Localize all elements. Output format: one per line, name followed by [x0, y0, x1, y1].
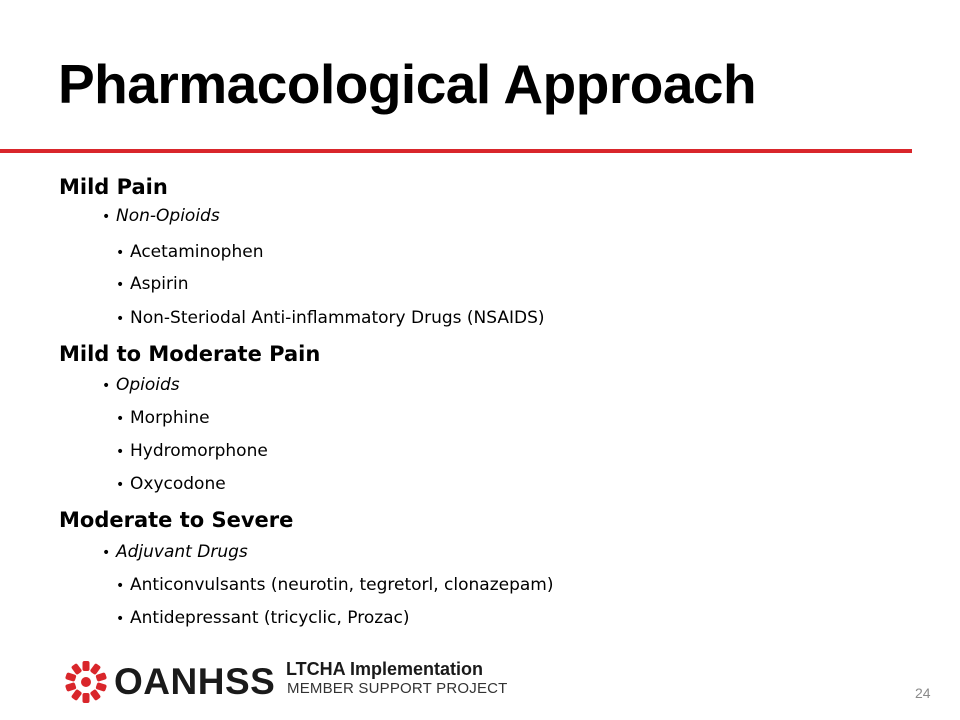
category-label: Adjuvant Drugs	[116, 542, 248, 562]
list-item	[116, 272, 189, 297]
bullet-icon: •	[116, 411, 125, 427]
list-item	[116, 573, 554, 598]
section-heading-moderate-to-severe: Moderate to Severe	[59, 508, 294, 532]
bullet-icon: •	[116, 444, 125, 460]
list-item	[116, 472, 226, 497]
drug-label: Oxycodone	[130, 474, 226, 494]
category-non-opioids	[102, 204, 220, 229]
bullet-icon: •	[116, 311, 125, 327]
list-item	[116, 306, 545, 331]
list-item	[116, 439, 268, 464]
bullet-icon: •	[102, 545, 111, 561]
category-adjuvant-drugs	[102, 540, 248, 565]
section-heading-mild-to-moderate: Mild to Moderate Pain	[59, 342, 321, 366]
drug-label: Non-Steriodal Anti-inflammatory Drugs (NSAIDS)	[130, 308, 545, 328]
oanhss-logo-text: OANHSS	[114, 661, 276, 702]
list-item	[116, 240, 263, 265]
category-label: Non-Opioids	[116, 206, 220, 226]
slide-title: Pharmacological Approach	[58, 53, 757, 115]
list-item	[116, 406, 210, 431]
section-heading-mild-pain: Mild Pain	[59, 175, 168, 199]
bullet-icon: •	[116, 578, 125, 594]
bullet-icon: •	[102, 209, 111, 225]
bullet-icon: •	[116, 245, 125, 261]
drug-label: Hydromorphone	[130, 441, 268, 461]
drug-label: Morphine	[130, 408, 210, 428]
oanhss-logo-icon	[64, 660, 108, 704]
title-divider	[0, 149, 912, 153]
drug-label: Aspirin	[130, 274, 189, 294]
category-label: Opioids	[116, 375, 180, 395]
bullet-icon: •	[116, 477, 125, 493]
bullet-icon: •	[116, 277, 125, 293]
drug-label: Acetaminophen	[130, 242, 264, 262]
bullet-icon: •	[116, 611, 125, 627]
page-number: 24	[915, 685, 931, 701]
category-opioids	[102, 373, 180, 398]
project-title: LTCHA Implementation	[286, 659, 483, 679]
list-item	[116, 606, 410, 631]
drug-label: Anticonvulsants (neurotin, tegretorl, clonazepam)	[130, 575, 554, 595]
slide-footer	[0, 640, 960, 720]
project-subtitle: MEMBER SUPPORT PROJECT	[287, 680, 508, 697]
bullet-icon: •	[102, 378, 111, 394]
drug-label: Antidepressant (tricyclic, Prozac)	[130, 608, 410, 628]
